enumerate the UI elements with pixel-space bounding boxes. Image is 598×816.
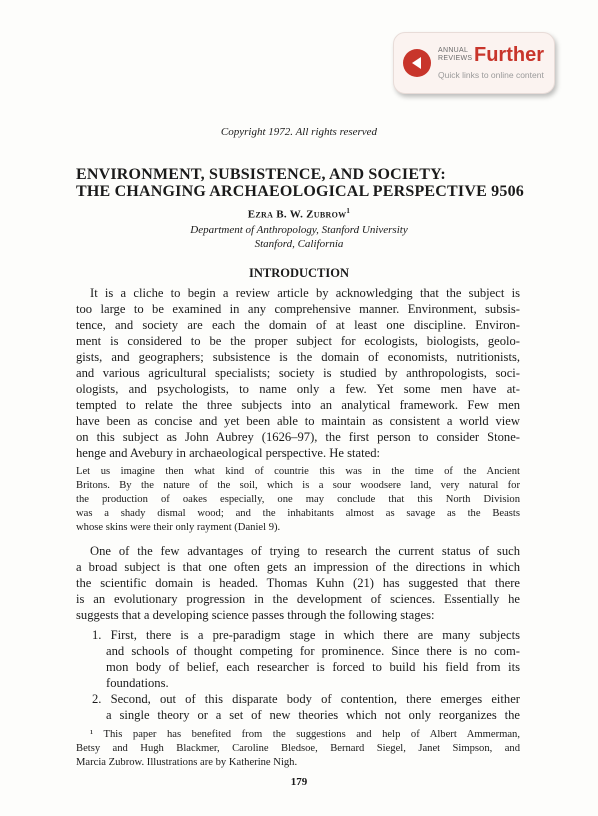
copyright-notice: Copyright 1972. All rights reserved bbox=[220, 126, 378, 138]
paragraph-1-line: tempted to relate the three subjects into an analytical framework. Few men bbox=[76, 398, 520, 412]
paragraph-1-line: and various agricultural specialists; society is studied by anthropologists, soci- bbox=[76, 366, 520, 380]
badge-annual-label: ANNUAL bbox=[438, 47, 469, 54]
paragraph-1-line: henge and Avebury in archaeological perspective. He stated: bbox=[76, 446, 380, 460]
page-number: 179 bbox=[290, 776, 308, 788]
article-title-line-2: THE CHANGING ARCHAEOLOGICAL PERSPECTIVE 9506 bbox=[76, 183, 524, 200]
footnote-line: Betsy and Hugh Blackmer, Caroline Bledsoe, Bernard Siegel, Janet Simpson, and bbox=[76, 743, 520, 754]
block-quote-line: Britons. By the nature of the soil, which is a sour woodsere land, very natural for bbox=[76, 480, 520, 491]
list-item-1-line: 1. First, there is a pre-paradigm stage in which there are many subjects bbox=[92, 628, 520, 642]
paragraph-1-line: too large to be examined in any comprehensive manner. Environment, subsis- bbox=[76, 302, 520, 316]
section-heading: INTRODUCTION bbox=[248, 266, 349, 280]
paragraph-2-line: suggests that a developing science passes through the following stages: bbox=[76, 608, 435, 622]
author-name-text: Ezra B. W. Zubrow bbox=[247, 208, 347, 221]
list-item-1-line: mon body of belief, each researcher is forced to build his field from its bbox=[106, 660, 520, 674]
annual-reviews-further-badge[interactable] bbox=[393, 32, 555, 94]
paragraph-1-line: ment is considered to be the proper subject for ecologists, biologists, geolo- bbox=[76, 334, 520, 348]
paragraph-1-line: on this subject as John Aubrey (1626–97), the first person to consider Stone- bbox=[76, 430, 520, 444]
block-quote-line: the production of oakes especially, one may conclude that this North Division bbox=[76, 494, 520, 505]
footnote-line: ¹ This paper has benefited from the suggestions and help of Albert Ammerman, bbox=[90, 729, 520, 740]
paragraph-2-line: is an evolutionary progression in the development of sciences. Essentially he bbox=[76, 592, 520, 606]
list-item-1-line: foundations. bbox=[106, 676, 169, 690]
badge-subtitle: Quick links to online content bbox=[438, 70, 544, 80]
author-name bbox=[0, 207, 598, 221]
list-item-1-line: and schools of thought competing for prominence. Since there is no com- bbox=[106, 644, 520, 658]
back-arrow-icon bbox=[403, 49, 431, 77]
paragraph-2-line: One of the few advantages of trying to research the current status of such bbox=[90, 544, 520, 558]
paragraph-1-line: It is a cliche to begin a review article by acknowledging that the subject is bbox=[90, 286, 520, 300]
paragraph-2-line: a broad subject is that one often gets an impression of the directions in which bbox=[76, 560, 520, 574]
footnote-line: Marcia Zubrow. Illustrations are by Katherine Nigh. bbox=[76, 757, 298, 768]
paragraph-1-line: have been as concise and yet been able to maintain as consistent a world view bbox=[76, 414, 520, 428]
badge-further-label: Further bbox=[474, 44, 544, 66]
author-footnote-mark: 1 bbox=[346, 207, 351, 215]
paragraph-1-line: ologists, and psychologists, to name only a few. Yet some men have at- bbox=[76, 382, 520, 396]
paragraph-2-line: the scientific domain is headed. Thomas Kuhn (21) has suggested that there bbox=[76, 576, 520, 590]
author-location: Stanford, California bbox=[254, 238, 344, 250]
list-item-2-line: 2. Second, out of this disparate body of contention, there emerges either bbox=[92, 692, 520, 706]
block-quote-line: was a shady dismal wood; and the inhabitants almost as savage as the Beasts bbox=[76, 508, 520, 519]
paragraph-1-line: gists, and geographers; subsistence is the domain of economists, nutritionists, bbox=[76, 350, 520, 364]
block-quote-line: Let us imagine then what kind of countrie this was in the time of the Ancient bbox=[76, 466, 520, 477]
paragraph-1-line: tence, and society are each the domain of at least one discipline. Environ- bbox=[76, 318, 520, 332]
badge-reviews-label: REVIEWS bbox=[438, 55, 473, 62]
list-item-2-line: a single theory or a set of new theories which not only reorganizes the bbox=[106, 708, 520, 722]
article-title-line-1: ENVIRONMENT, SUBSISTENCE, AND SOCIETY: bbox=[76, 166, 446, 183]
block-quote-line: whose skins were their only rayment (Daniel 9). bbox=[76, 522, 281, 533]
author-department: Department of Anthropology, Stanford University bbox=[190, 224, 408, 236]
